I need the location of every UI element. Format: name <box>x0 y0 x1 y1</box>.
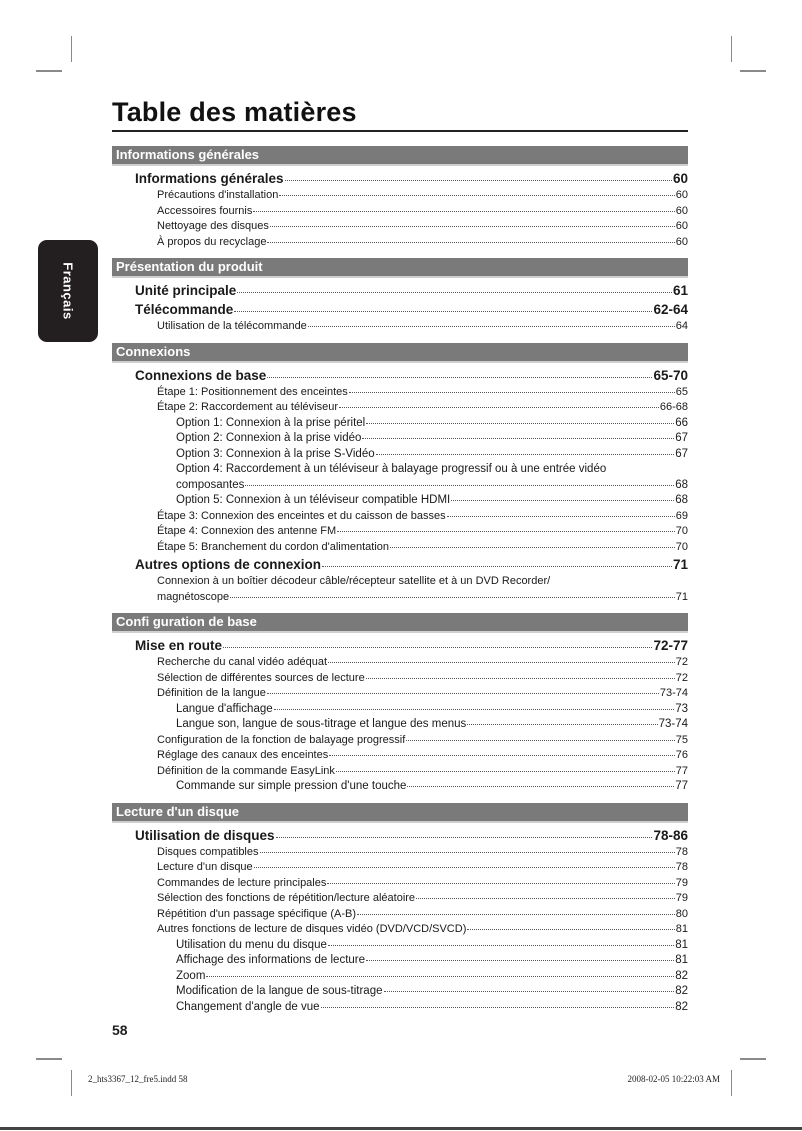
toc-entry-page: 70 <box>675 525 688 537</box>
toc-entry-label: Précautions d'installation <box>157 189 279 201</box>
toc-entry-page: 65 <box>675 385 688 398</box>
toc-entry-page: 60 <box>675 220 688 232</box>
toc-entry-label: Option 4: Raccordement à un téléviseur à balayage progressif ou à une entrée vidéo <box>176 463 607 475</box>
dot-leader <box>366 670 675 679</box>
section-header: Lecture d'un disque <box>112 803 688 823</box>
toc-entry[interactable] <box>112 169 688 188</box>
toc-entry-page: 72-77 <box>653 638 688 653</box>
toc-entry-label: Option 2: Connexion à la prise vidéo <box>176 432 362 444</box>
toc-entry-label: composantes <box>176 478 245 491</box>
dot-leader <box>308 318 675 327</box>
toc-entry[interactable] <box>112 655 688 671</box>
toc-entry-page: 80 <box>675 907 688 920</box>
toc-entry-page: 66-68 <box>659 401 688 413</box>
toc-entry-page: 75 <box>675 733 688 746</box>
toc-entry-page: 68 <box>675 478 688 491</box>
toc-entry-label: Disques compatibles <box>157 845 259 858</box>
dot-leader <box>267 367 652 377</box>
toc-entry-page: 72 <box>675 656 688 668</box>
toc-entry-label: Étape 5: Branchement du cordon d'alimentation <box>157 540 390 553</box>
toc-entry-page: 71 <box>672 557 688 572</box>
dot-leader <box>366 952 674 961</box>
toc-entry[interactable] <box>112 969 688 985</box>
dot-leader <box>337 523 675 532</box>
toc-entry-label: Commandes de lecture principales <box>157 876 327 889</box>
toc-entry-label: Langue son, langue de sous-titrage et langue des menus <box>176 718 467 730</box>
slug-timestamp: 2008-02-05 10:22:03 AM <box>627 1074 720 1084</box>
dot-leader <box>447 508 675 517</box>
crop-mark <box>71 1070 72 1096</box>
dot-leader <box>390 539 675 548</box>
toc-entry-page: 82 <box>675 1000 688 1013</box>
dot-leader <box>270 218 675 227</box>
toc-entry-label: Connexion à un boîtier décodeur câble/récepteur satellite et à un DVD Recorder/ <box>157 575 551 587</box>
toc-section <box>112 613 688 795</box>
dot-leader <box>276 827 653 837</box>
dot-leader <box>467 716 657 725</box>
toc-section <box>112 146 688 250</box>
dot-leader <box>279 187 674 196</box>
toc-entry-page: 67 <box>675 432 688 444</box>
toc-entry[interactable] <box>112 300 688 319</box>
toc-entry-page: 73 <box>675 702 688 715</box>
toc-entry[interactable] <box>112 462 688 478</box>
dot-leader <box>237 283 672 293</box>
toc-entry-page: 73-74 <box>658 718 688 730</box>
toc-entry[interactable] <box>112 686 688 702</box>
toc-entry-page: 77 <box>675 780 688 792</box>
dot-leader <box>260 844 675 853</box>
bottom-divider <box>0 1127 802 1130</box>
crop-mark <box>36 1058 62 1060</box>
toc-entry-page: 61 <box>672 283 688 298</box>
toc-entry[interactable] <box>112 984 688 1000</box>
dot-leader <box>230 589 675 598</box>
toc-entry-page: 71 <box>675 590 688 603</box>
toc-entry[interactable] <box>112 524 688 540</box>
toc-entry[interactable] <box>112 876 688 892</box>
toc-entry-page: 65-70 <box>653 367 688 383</box>
toc-section <box>112 803 688 1016</box>
toc-entry-page: 70 <box>675 540 688 553</box>
dot-leader <box>467 921 674 930</box>
toc-entry-page: 76 <box>675 749 688 761</box>
toc-section <box>112 343 688 606</box>
section-header: Confi guration de base <box>112 613 688 633</box>
toc-entry-label: À propos du recyclage <box>157 235 267 248</box>
toc-entry-page: 82 <box>675 969 688 982</box>
section-header: Présentation du produit <box>112 258 688 278</box>
toc-entry-label: Recherche du canal vidéo adéquat <box>157 656 328 668</box>
dot-leader <box>234 302 652 312</box>
toc-entry-page: 78-86 <box>653 827 688 843</box>
toc-entry[interactable] <box>112 779 688 795</box>
toc-entry-label: Lecture d'un disque <box>157 861 253 873</box>
toc-entry-label: Utilisation du menu du disque <box>176 938 327 951</box>
toc-entry-page: 73-74 <box>659 687 688 699</box>
toc-entry-label: Changement d'angle de vue <box>176 1000 320 1013</box>
toc-entry[interactable] <box>112 1000 688 1016</box>
toc-entry-label: Sélection des fonctions de répétition/lecture aléatoire <box>157 892 416 904</box>
toc-entry[interactable] <box>112 938 688 954</box>
toc-entry-label: Étape 1: Positionnement des enceintes <box>157 385 348 398</box>
toc-entry-label: Option 1: Connexion à la prise péritel <box>176 416 366 429</box>
toc-entry[interactable] <box>112 509 688 525</box>
toc-entry[interactable] <box>112 702 688 718</box>
toc-entry-label: Étape 2: Raccordement au téléviseur <box>157 401 338 413</box>
toc-entry[interactable] <box>112 671 688 687</box>
language-tab-label: Français <box>60 262 76 320</box>
dot-leader <box>327 875 674 884</box>
dot-leader <box>366 414 674 423</box>
toc-entry-label: Utilisation de la télécommande <box>157 320 307 332</box>
crop-mark <box>731 36 732 62</box>
dot-leader <box>357 906 675 915</box>
dot-leader <box>336 763 675 772</box>
toc-entry-label: Option 5: Connexion à un téléviseur compatible HDMI <box>176 494 451 506</box>
dot-leader <box>274 700 675 709</box>
toc-entry[interactable] <box>112 319 688 335</box>
dot-leader <box>407 778 674 787</box>
toc-entry[interactable] <box>112 493 688 509</box>
crop-mark <box>740 70 766 72</box>
toc-entry-page: 64 <box>675 320 688 332</box>
crop-mark <box>731 1070 732 1096</box>
toc-entry-page: 62-64 <box>653 302 688 317</box>
toc-entry-page: 81 <box>675 954 688 966</box>
dot-leader <box>329 747 675 756</box>
slug-filename: 2_hts3367_12_fre5.indd 58 <box>88 1074 188 1084</box>
dot-leader <box>267 234 674 243</box>
toc-entry-page: 77 <box>675 764 688 777</box>
title-divider <box>112 130 688 132</box>
toc-entry-page: 68 <box>675 494 688 506</box>
toc-entry[interactable] <box>112 400 688 416</box>
toc-entry-page: 66 <box>675 416 688 429</box>
page-title: Table des matières <box>112 97 357 127</box>
toc-entry-page: 78 <box>675 845 688 858</box>
dot-leader <box>285 171 672 181</box>
toc-entry[interactable] <box>112 478 688 494</box>
toc-entry-label: Accessoires fournis <box>157 204 253 217</box>
toc-entry-page: 67 <box>675 447 688 460</box>
toc-entry[interactable] <box>112 826 688 845</box>
toc-entry-page: 78 <box>675 861 688 873</box>
toc-entry-label: Sélection de différentes sources de lecture <box>157 671 365 684</box>
dot-leader <box>416 890 675 899</box>
dot-leader <box>607 462 687 470</box>
toc-entry[interactable] <box>112 590 688 606</box>
toc-entry-label: Définition de la langue <box>157 687 266 699</box>
dot-leader <box>328 654 675 663</box>
dot-leader <box>322 557 672 567</box>
toc-entry-label: Télécommande <box>135 302 234 317</box>
toc-entry-label: Commande sur simple pression d'une touche <box>176 780 407 792</box>
page-number: 58 <box>112 1022 128 1038</box>
toc-entry-page: 81 <box>675 923 688 935</box>
crop-mark <box>740 1058 766 1060</box>
toc-entry-page: 60 <box>675 189 688 201</box>
toc-entry[interactable] <box>112 764 688 780</box>
section-header: Connexions <box>112 343 688 363</box>
dot-leader <box>267 685 659 694</box>
table-of-contents <box>112 146 688 1023</box>
toc-entry-label: Option 3: Connexion à la prise S-Vidéo <box>176 447 375 460</box>
toc-entry-label: Langue d'affichage <box>176 702 273 715</box>
toc-entry[interactable] <box>112 574 688 590</box>
toc-entry[interactable] <box>112 748 688 764</box>
toc-entry[interactable] <box>112 555 688 574</box>
toc-entry-label: Autres options de connexion <box>135 557 322 572</box>
dot-leader <box>376 445 675 454</box>
crop-mark <box>71 36 72 62</box>
dot-leader <box>223 638 652 648</box>
toc-entry[interactable] <box>112 717 688 733</box>
dot-leader <box>254 859 675 868</box>
toc-entry[interactable] <box>112 922 688 938</box>
toc-entry-label: Utilisation de disques <box>135 827 275 843</box>
toc-entry-label: Autres fonctions de lecture de disques vidéo (DVD/VCD/SVCD) <box>157 923 467 935</box>
toc-entry[interactable] <box>112 235 688 251</box>
toc-entry-page: 79 <box>675 876 688 889</box>
toc-entry-label: Nettoyage des disques <box>157 220 269 232</box>
toc-section <box>112 258 688 335</box>
toc-entry[interactable] <box>112 540 688 556</box>
toc-entry-label: Réglage des canaux des enceintes <box>157 749 329 761</box>
toc-entry-page: 72 <box>675 671 688 684</box>
toc-entry-label: magnétoscope <box>157 590 230 603</box>
section-header: Informations générales <box>112 146 688 166</box>
toc-entry-page: 82 <box>675 985 688 997</box>
toc-entry-page: 79 <box>675 892 688 904</box>
toc-entry-label: Unité principale <box>135 283 237 298</box>
dot-leader <box>551 574 687 582</box>
toc-entry-label: Répétition d'un passage spécifique (A-B) <box>157 907 356 920</box>
toc-entry-label: Zoom <box>176 969 206 982</box>
toc-entry[interactable] <box>112 891 688 907</box>
dot-leader <box>245 476 674 485</box>
toc-entry-page: 60 <box>675 204 688 217</box>
dot-leader <box>339 399 659 408</box>
toc-entry[interactable] <box>112 366 688 385</box>
toc-entry-label: Configuration de la fonction de balayage progressif <box>157 733 406 746</box>
dot-leader <box>362 430 674 439</box>
toc-entry-page: 60 <box>672 171 688 186</box>
toc-entry-label: Affichage des informations de lecture <box>176 954 366 966</box>
toc-entry[interactable] <box>112 953 688 969</box>
toc-entry-label: Étape 4: Connexion des antenne FM <box>157 525 337 537</box>
toc-entry-label: Définition de la commande EasyLink <box>157 764 335 777</box>
toc-entry-label: Connexions de base <box>135 367 267 383</box>
dot-leader <box>253 203 674 212</box>
toc-entry-label: Mise en route <box>135 638 223 653</box>
toc-entry[interactable] <box>112 845 688 861</box>
dot-leader <box>349 384 675 393</box>
toc-entry[interactable] <box>112 416 688 432</box>
dot-leader <box>328 936 674 945</box>
toc-entry[interactable] <box>112 860 688 876</box>
toc-entry[interactable] <box>112 281 688 300</box>
dot-leader <box>406 732 674 741</box>
toc-entry-label: Modification de la langue de sous-titrage <box>176 985 383 997</box>
toc-entry[interactable] <box>112 636 688 655</box>
dot-leader <box>206 967 674 976</box>
language-tab <box>38 240 98 342</box>
toc-entry-label: Informations générales <box>135 171 284 186</box>
toc-entry[interactable] <box>112 219 688 235</box>
dot-leader <box>321 998 675 1007</box>
toc-entry[interactable] <box>112 733 688 749</box>
toc-entry[interactable] <box>112 188 688 204</box>
toc-entry[interactable] <box>112 204 688 220</box>
crop-mark <box>36 70 62 72</box>
dot-leader <box>384 983 675 992</box>
toc-entry-page: 69 <box>675 509 688 522</box>
toc-entry[interactable] <box>112 385 688 401</box>
toc-entry[interactable] <box>112 907 688 923</box>
toc-entry-page: 81 <box>675 938 688 951</box>
toc-entry-page: 60 <box>675 235 688 248</box>
dot-leader <box>451 492 674 501</box>
toc-entry[interactable] <box>112 431 688 447</box>
toc-entry[interactable] <box>112 447 688 463</box>
toc-entry-label: Étape 3: Connexion des enceintes et du caisson de basses <box>157 509 446 522</box>
